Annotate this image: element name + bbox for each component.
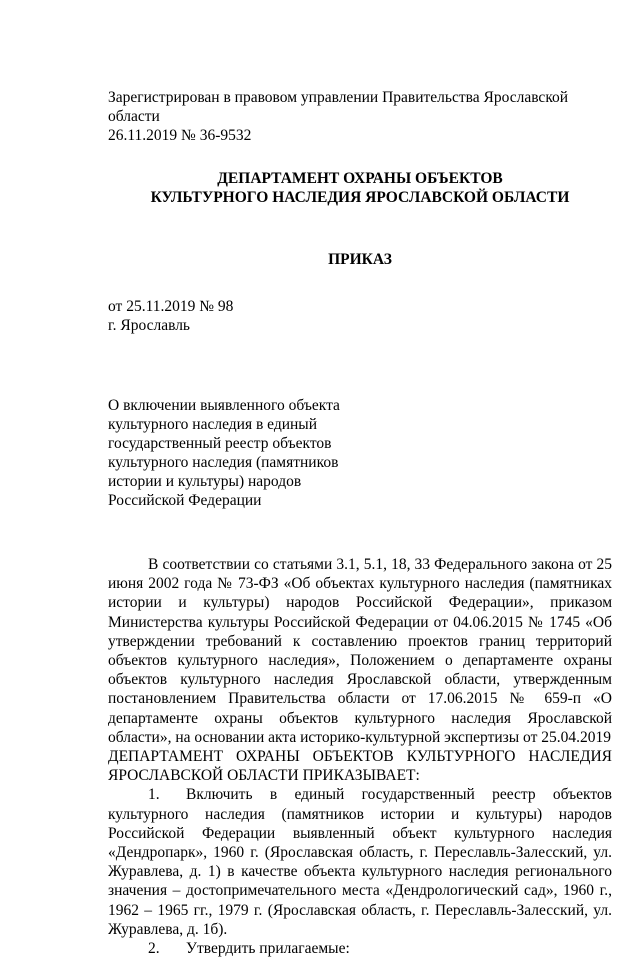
preamble-paragraph: В соответствии со статьями 3.1, 5.1, 18, 33 Федерального закона от 25 июня 2002 года № 73-ФЗ «Об объектах культурного наследия (памятниках истории и культуры) народов Российской Федерации», приказом Министерства культуры Российской Федерации от 04.06.2015 № 1745 «Об утверждении требований к составлению проектов границ территорий объектов культурного наследия», Положением о департаменте охраны объектов культурного наследия Ярославской области, утвержденным постановлением Правительства области от 17.06.2015 № 659-п «О департаменте охраны объектов культурного наследия Ярославской области», на основании акта историко-культурной экспертизы от 25.04.2019: [108, 556, 612, 746]
order-date-number: от 25.11.2019 № 98: [108, 298, 234, 315]
item-text: Включить в единый государственный реестр объектов культурного наследия (памятников истории и культуры) народов Российской Федерации выявленный объект культурного наследия «Дендропарк», 1960 г. (Ярославская область, г. Переславль-Залесский, ул. Журавлева, д. 1) в качестве объекта культурного наследия регионального значения – достопримечательного места «Дендрологический сад», 1960 г., 1962 – 1965 гг., 1979 г. (Ярославская область, г. Переславль-Залесский, ул. Журавлева, д. 1б).: [108, 786, 612, 938]
department-line-1: ДЕПАРТАМЕНТ ОХРАНЫ ОБЪЕКТОВ: [217, 170, 503, 187]
item-number: 2.: [148, 940, 160, 958]
order-item-1: [108, 785, 612, 939]
order-title: ПРИКАЗ: [328, 251, 392, 268]
directive-paragraph: ДЕПАРТАМЕНТ ОХРАНЫ ОБЪЕКТОВ КУЛЬТУРНОГО НАСЛЕДИЯ ЯРОСЛАВСКОЙ ОБЛАСТИ ПРИКАЗЫВАЕТ:: [108, 748, 612, 785]
item-number: 1.: [148, 786, 160, 804]
registration-note: [108, 88, 612, 145]
department-header: [108, 169, 612, 207]
order-subject: О включении выявленного объекта культурного наследия в единый государственный реестр объектов культурного наследия (памятников истории и культуры) народов Российской Федерации: [108, 397, 340, 509]
order-body: [108, 555, 612, 958]
order-item-2: [108, 939, 612, 958]
registration-line-2: 26.11.2019 № 36-9532: [108, 127, 252, 144]
department-line-2: КУЛЬТУРНОГО НАСЛЕДИЯ ЯРОСЛАВСКОЙ ОБЛАСТИ: [150, 189, 570, 206]
order-meta: [108, 297, 612, 335]
document-page: [108, 88, 612, 958]
order-city: г. Ярославль: [108, 317, 190, 334]
registration-line-1: Зарегистрирован в правовом управлении Правительства Ярославской области: [108, 89, 569, 125]
item-text: Утвердить прилагаемые:: [186, 940, 350, 958]
